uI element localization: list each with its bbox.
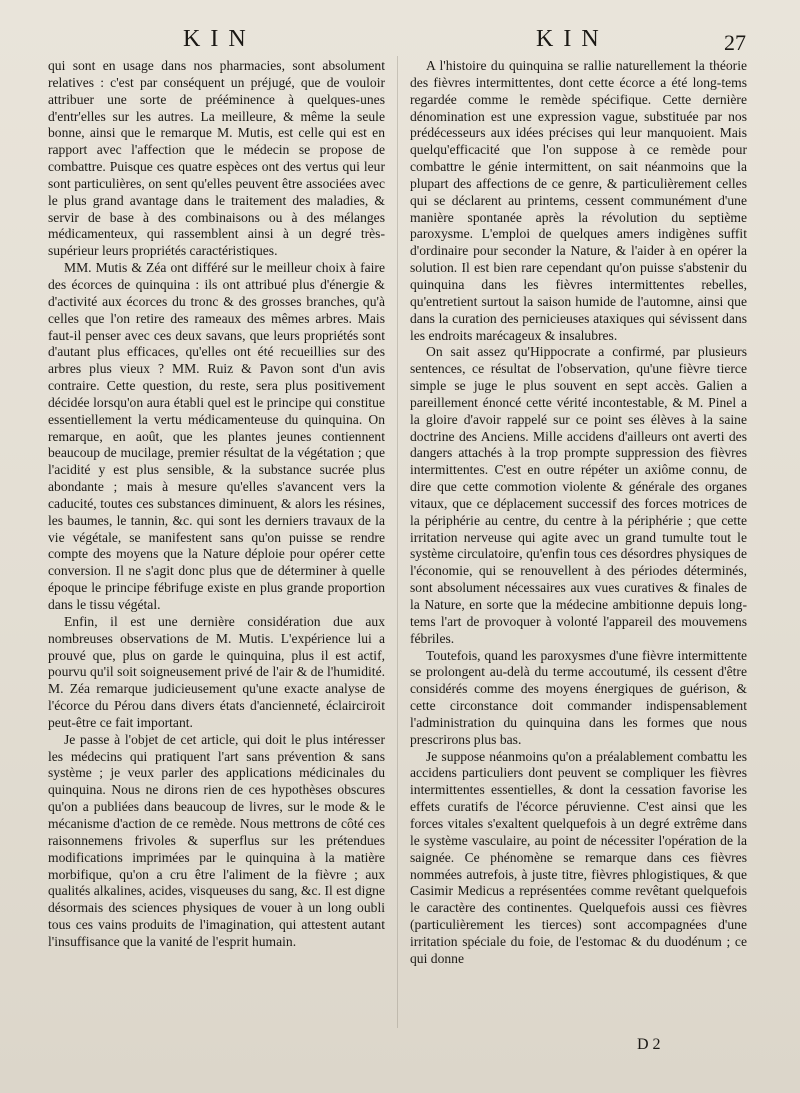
running-head-right: KIN [536,26,609,52]
left-column [48,58,385,951]
signature-mark: D 2 [637,1036,661,1053]
paragraph: Je suppose néanmoins qu'on a préalablement combattu les accidens particuliers dont peuvent se compliquer les fièvres intermittentes essentielles, & dont la cessation favorise les effets curatifs de l'écorce péruvienne. C'est ainsi que les forces vitales s'exaltent quelquefois à un degré extrême dans le système vasculaire, au point de nécessiter l'opération de la saignée. Ce phénomène se remarque dans ces fièvres nommées autrefois, à juste titre, fièvres phlogistiques, & que Casimir Medicus a représentées comme revêtant quelquefois le caractère des continentes. Quelquefois aussi ces fièvres (particulièrement les tierces) sont accompagnées d'une irritation spéciale du foie, de l'estomac & du duodénum ; ce qui donne [410,748,747,966]
paragraph: Enfin, il est une dernière considération due aux nombreuses observations de M. Mutis. L'expérience lui a prouvé que, plus on garde le quinquina, plus il est actif, pourvu qu'il soit soigneusement privé de l'air & de l'humidité. M. Zéa remarque judicieusement qu'une exacte analyse de l'écorce du Pérou dans divers états d'ancienneté, éclairciroit peut-être ce fait important. [48,613,385,730]
column-divider [397,56,398,1028]
paragraph: MM. Mutis & Zéa ont différé sur le meilleur choix à faire des écorces de quinquina : ils ont attribué plus d'énergie & d'activité aux écorces du tronc & des grosses branches, qu'à celles que l'on retire des rameaux des mêmes arbres. Mais faut-il penser avec ces deux savans, que leurs propriétés sont d'autant plus efficaces, qu'elles ont été recueillies sur des arbres plus vieux ? MM. Ruiz & Pavon sont d'un avis contraire. Cette question, du reste, sera plus positivement décidée lorsqu'on aura établi quel est le principe qui constitue essentiellement la vertu médicamenteuse du quinquina. On remarque, en août, que les plantes jeunes contiennent beaucoup de mucilage, premier résultat de la végétation ; que l'acidité y est plus sensible, & la substance sucrée plus abondante ; mais à mesure qu'elles s'avancent vers la caducité, toutes ces substances diminuent, & alors les résines, les baumes, le tannin, &c. qui sont les derniers travaux de la vie végétale, se manifestent sans qu'on puisse se rendre compte des moyens que la Nature déploie pour opérer cette conversion. Il ne s'agit donc plus que de déterminer à quelle époque le principe fébrifuge existe en plus grande proportion dans le tissu végétal. [48,260,385,612]
right-column [410,58,747,968]
paragraph: qui sont en usage dans nos pharmacies, sont absolument relatives : c'est par conséquent un préjugé, que de vouloir attribuer une sorte de prééminence à quelques-unes d'entr'elles sur les autres. La meilleure, & même la seule bonne, ainsi que le remarque M. Mutis, est celle qui est en rapport avec l'affection que le médecin se propose de combattre. Puisque ces quatre espèces ont des vertus qui leur sont particulières, on sent qu'elles peuvent être associées avec le plus grand avantage dans le traitement des maladies, & servir de base à des combinaisons ou à des mélanges médicamenteux, qui rassemblent ainsi à un degré très-supérieur leurs propriétés caractéristiques. [48,58,385,259]
paragraph: Toutefois, quand les paroxysmes d'une fièvre intermittente se prolongent au-delà du terme accoutumé, ils cessent d'être considérés comme des moyens énergiques de guérison, & cette circonstance doit commander indispensablement l'administration du quinquina dans les formes que nous prescrirons plus bas. [410,647,747,747]
paragraph: On sait assez qu'Hippocrate a confirmé, par plusieurs sentences, ce résultat de l'observation, qu'une fièvre tierce simple se juge le plus souvent en sept accès. Galien a pareillement énoncé cette vérité incontestable, & M. Pinel a la gloire d'avoir rappelé sur ce point ses élèves à la saine doctrine des Anciens. Mille accidens d'ailleurs ont averti des dangers attachés à la trop prompte suppression des fièvres intermittentes. C'est en outre répéter un axiôme connu, de dire que cette commotion violente & générale des organes vitaux, que ce déplacement successif des forces motrices de la périphérie au centre, du centre à la périphérie ; que cette irritation nerveuse qui agite avec un grand tumulte tout le système circulatoire, qu'enfin tous ces désordres physiques de l'économie, qui se renouvellent à des périodes déterminés, sont absolument nécessaires aux vues curatives & finales de la Nature, en sorte que la médecine ambitionne depuis long-tems l'art de provoquer à volonté l'appareil des mouvemens fébriles. [410,344,747,646]
page-number: 27 [724,30,746,55]
paragraph: Je passe à l'objet de cet article, qui doit le plus intéresser les médecins qui pratiquent l'art sans prévention & sans système ; je veux parler des applications médicinales du quinquina. Nous ne dirons rien de ces hypothèses obscures qu'on a publiées dans beaucoup de livres, sur le mode & le mécanisme d'action de ce remède. Nous mettrons de côté ces raisonnemens frivoles & superflus sur les prétendues modifications imprimées par le quinquina à la matière morbifique, qu'on a cru être l'aliment de la fièvre ; aux qualités alkalines, acides, visqueuses du sang, &c. Il est digne désormais des sciences physiques de vouer à un long oubli tous ces vains produits de l'imagination, qui attestent autant l'insuffisance que la vanité de l'esprit humain. [48,731,385,949]
running-head-left: KIN [183,26,256,52]
paragraph: A l'histoire du quinquina se rallie naturellement la théorie des fièvres intermittentes, dont cette écorce a été long-tems regardée comme le remède spécifique. Cette dernière dénomination est une expression vague, substituée par nos prédécesseurs aux idées précises qui leur manquoient. Mais quelqu'efficacité que l'on suppose à ce remède pour combattre le génie intermittent, on sait néanmoins que la plupart des affections de ce genre, & particulièrement celles qui se déclarent au printems, cessent communément d'une manière spontanée après la révolution du septième paroxysme. L'emploi de quelques amers indigènes suffit d'ordinaire pour seconder la Nature, & l'aider à en opérer la solution. Il est bien rare cependant qu'on puisse s'abstenir du quinquina dans les fièvres intermittentes rebelles, qu'entretient surtout la saison humide de l'automne, ainsi que dans la curation des pernicieuses ataxiques qui sévissent dans les endroits marécageux & insalubres. [410,58,747,343]
